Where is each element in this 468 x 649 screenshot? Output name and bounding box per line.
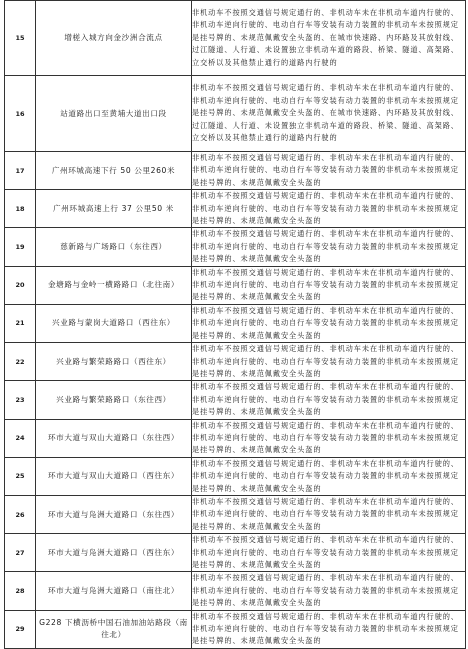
row-number: 24	[5, 419, 36, 457]
location-cell: 兴业路与蒙岗大道路口（西往东）	[36, 304, 192, 342]
row-number: 17	[5, 152, 36, 190]
row-number: 20	[5, 266, 36, 304]
row-number: 16	[5, 76, 36, 152]
behavior-cell: 非机动车不按照交通信号规定通行的、非机动车未在非机动车道内行驶的、非机动车逆向行驶的、电动自行车等安装有动力装置的非机动车未按照规定是挂号牌的、未规范佩戴安全头盔的、在城市快速路、内环路及其放射线、过江隧道、人行道、未设置独立非机动车道的路段、桥梁、隧道、高架路、立交桥以及其他禁止通行的道路内行驶的	[192, 1, 466, 76]
location-cell: 金塘路与金岭一横路路口（北往南）	[36, 266, 192, 304]
table-row	[5, 228, 466, 266]
table-row	[5, 266, 466, 304]
row-number: 29	[5, 610, 36, 648]
location-cell: 广州环城高速上行 37 公里50 米	[36, 190, 192, 228]
table-row	[5, 457, 466, 495]
row-number: 22	[5, 343, 36, 381]
table-row	[5, 534, 466, 572]
behavior-cell: 非机动车不按照交通信号规定通行的、非机动车未在非机动车道内行驶的、非机动车逆向行驶的、电动自行车等安装有动力装置的非机动车未按照规定是挂号牌的、未规范佩戴安全头盔的	[192, 228, 466, 266]
behavior-cell: 非机动车不按照交通信号规定通行的、非机动车未在非机动车道内行驶的、非机动车逆向行驶的、电动自行车等安装有动力装置的非机动车未按照规定是挂号牌的、未规范佩戴安全头盔的	[192, 572, 466, 610]
behavior-cell: 非机动车不按照交通信号规定通行的、非机动车未在非机动车道内行驶的、非机动车逆向行驶的、电动自行车等安装有动力装置的非机动车未按照规定是挂号牌的、未规范佩戴安全头盔的	[192, 343, 466, 381]
location-cell: 兴业路与繁荣路路口（西往东）	[36, 343, 192, 381]
row-number: 19	[5, 228, 36, 266]
behavior-cell: 非机动车不按照交通信号规定通行的、非机动车未在非机动车道内行驶的、非机动车逆向行驶的、电动自行车等安装有动力装置的非机动车未按照规定是挂号牌的、未规范佩戴安全头盔的	[192, 419, 466, 457]
table-row	[5, 419, 466, 457]
table-row	[5, 1, 466, 76]
table-body	[5, 1, 466, 649]
row-number: 26	[5, 495, 36, 533]
location-cell: 站道路出口至黄埔大道出口段	[36, 76, 192, 152]
table-row	[5, 76, 466, 152]
row-number: 23	[5, 381, 36, 419]
table-row	[5, 495, 466, 533]
location-cell: 环市大道与凫洲大道路口（南往北）	[36, 572, 192, 610]
location-cell: 增槎入城方向金沙洲合流点	[36, 1, 192, 76]
table-row	[5, 152, 466, 190]
location-cell: 广州环城高速下行 50 公里260米	[36, 152, 192, 190]
table-row	[5, 381, 466, 419]
behavior-cell: 非机动车不按照交通信号规定通行的、非机动车未在非机动车道内行驶的、非机动车逆向行驶的、电动自行车等安装有动力装置的非机动车未按照规定是挂号牌的、未规范佩戴安全头盔的	[192, 152, 466, 190]
behavior-cell: 非机动车不按照交通信号规定通行的、非机动车未在非机动车道内行驶的、非机动车逆向行驶的、电动自行车等安装有动力装置的非机动车未按照规定是挂号牌的、未规范佩戴安全头盔的、在城市快速路、内环路及其放射线、过江隧道、人行道、未设置独立非机动车道的路段、桥梁、隧道、高架路、立交桥以及其他禁止通行的道路内行驶的	[192, 76, 466, 152]
behavior-cell: 非机动车不按照交通信号规定通行的、非机动车未在非机动车道内行驶的、非机动车逆向行驶的、电动自行车等安装有动力装置的非机动车未按照规定是挂号牌的、未规范佩戴安全头盔的	[192, 304, 466, 342]
behavior-cell: 非机动车不按照交通信号规定通行的、非机动车未在非机动车道内行驶的、非机动车逆向行驶的、电动自行车等安装有动力装置的非机动车未按照规定是挂号牌的、未规范佩戴安全头盔的	[192, 266, 466, 304]
behavior-cell: 非机动车不按照交通信号规定通行的、非机动车未在非机动车道内行驶的、非机动车逆向行驶的、电动自行车等安装有动力装置的非机动车未按照规定是挂号牌的、未规范佩戴安全头盔的	[192, 534, 466, 572]
behavior-cell: 非机动车不按照交通信号规定通行的、非机动车未在非机动车道内行驶的、非机动车逆向行驶的、电动自行车等安装有动力装置的非机动车未按照规定是挂号牌的、未规范佩戴安全头盔的	[192, 457, 466, 495]
location-cell: 环市大道与凫洲大道路口（东往西）	[36, 495, 192, 533]
location-cell: 慈新路与广场路口（东往西）	[36, 228, 192, 266]
enforcement-table	[4, 0, 466, 649]
row-number: 27	[5, 534, 36, 572]
behavior-cell: 非机动车不按照交通信号规定通行的、非机动车未在非机动车道内行驶的、非机动车逆向行驶的、电动自行车等安装有动力装置的非机动车未按照规定是挂号牌的、未规范佩戴安全头盔的	[192, 610, 466, 648]
row-number: 18	[5, 190, 36, 228]
table-row	[5, 343, 466, 381]
row-number: 21	[5, 304, 36, 342]
location-cell: G228 下横沥桥中国石油加油站路段（南往北）	[36, 610, 192, 648]
behavior-cell: 非机动车不按照交通信号规定通行的、非机动车未在非机动车道内行驶的、非机动车逆向行驶的、电动自行车等安装有动力装置的非机动车未按照规定是挂号牌的、未规范佩戴安全头盔的	[192, 381, 466, 419]
behavior-cell: 非机动车不按照交通信号规定通行的、非机动车未在非机动车道内行驶的、非机动车逆向行驶的、电动自行车等安装有动力装置的非机动车未按照规定是挂号牌的、未规范佩戴安全头盔的	[192, 190, 466, 228]
location-cell: 兴业路与繁荣路路口（东往西）	[36, 381, 192, 419]
location-cell: 环市大道与双山大道路口（西往东）	[36, 457, 192, 495]
behavior-cell: 非机动车不按照交通信号规定通行的、非机动车未在非机动车道内行驶的、非机动车逆向行驶的、电动自行车等安装有动力装置的非机动车未按照规定是挂号牌的、未规范佩戴安全头盔的	[192, 495, 466, 533]
row-number: 25	[5, 457, 36, 495]
table-row	[5, 304, 466, 342]
row-number: 15	[5, 1, 36, 76]
table-row	[5, 610, 466, 648]
location-cell: 环市大道与凫洲大道路口（西往东）	[36, 534, 192, 572]
table-row	[5, 190, 466, 228]
table-row	[5, 572, 466, 610]
location-cell: 环市大道与双山大道路口（东往西）	[36, 419, 192, 457]
row-number: 28	[5, 572, 36, 610]
